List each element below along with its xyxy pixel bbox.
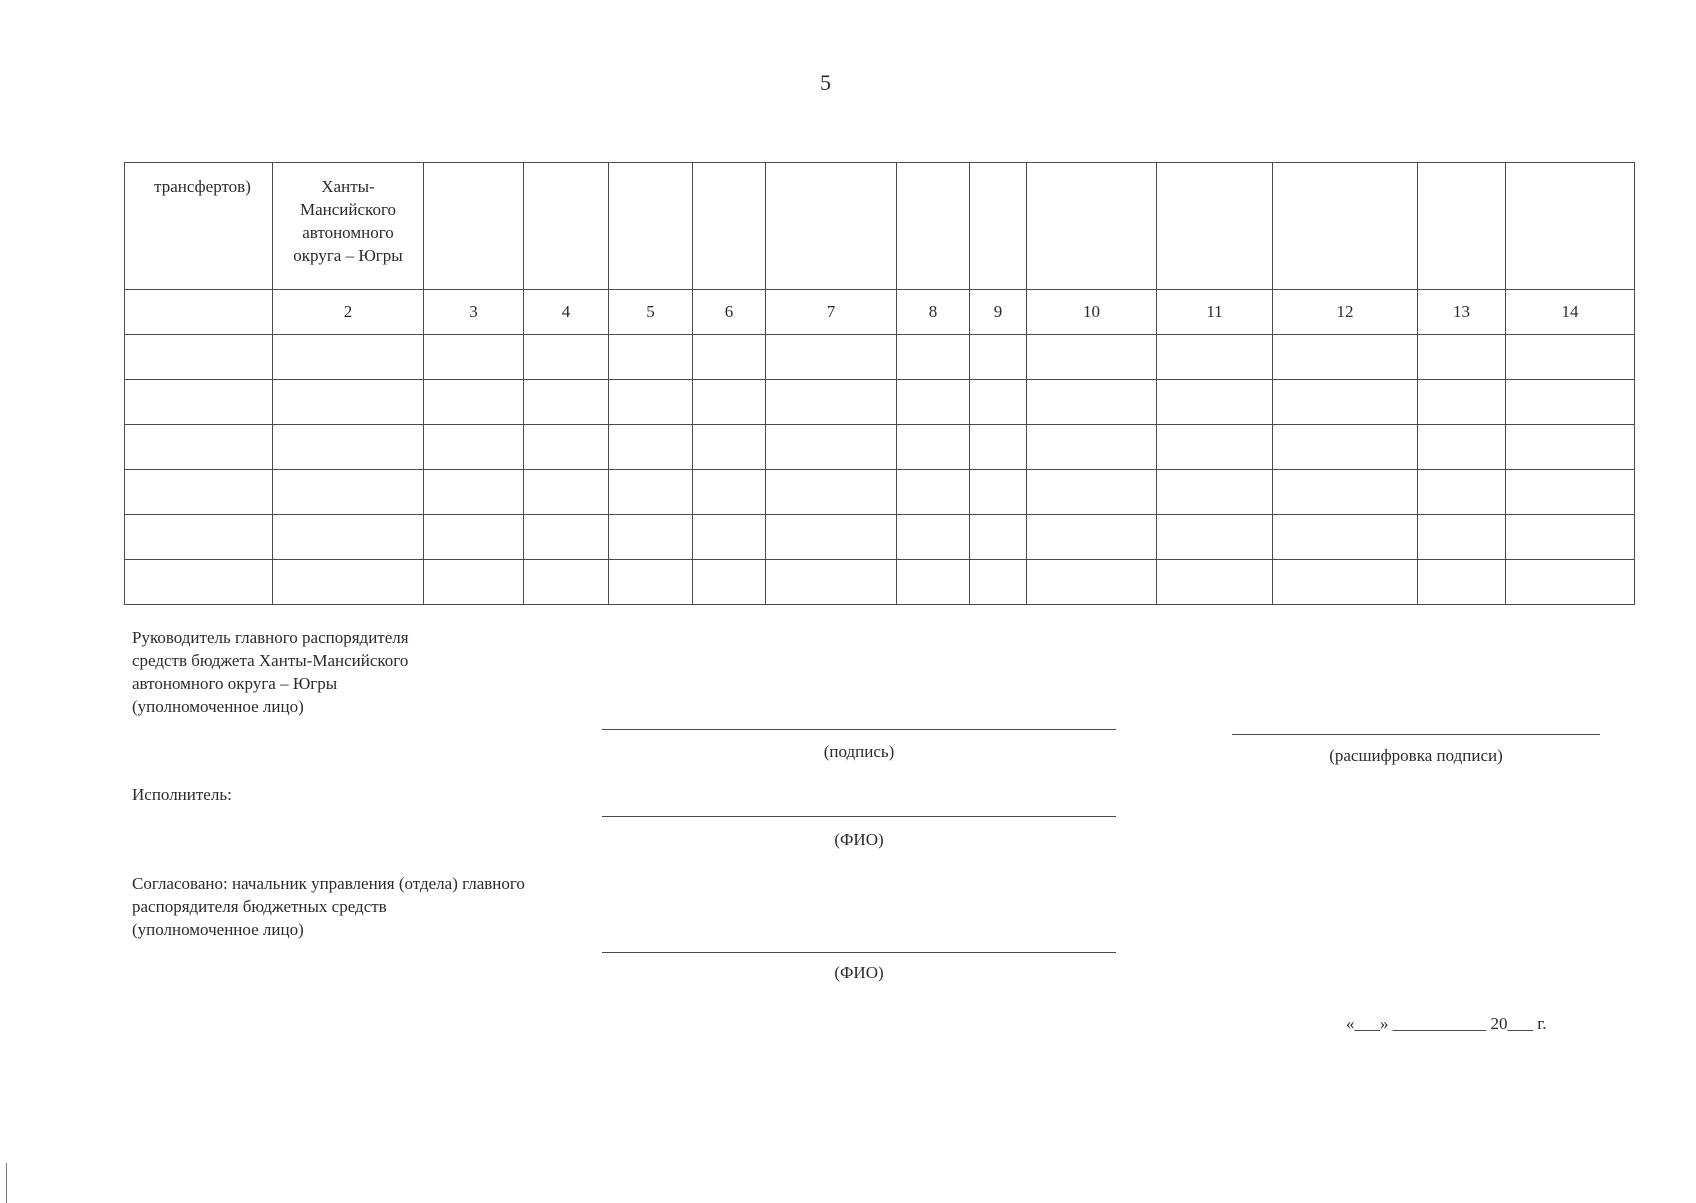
table-cell	[424, 380, 524, 425]
table-cell	[524, 560, 609, 605]
table-cell	[524, 335, 609, 380]
table-cell	[897, 515, 970, 560]
table-cell	[1157, 515, 1273, 560]
table-cell	[1027, 560, 1157, 605]
signature-decoding-caption: (расшифровка подписи)	[1329, 746, 1503, 765]
column-number-cell: 10	[1027, 290, 1157, 335]
column-number-cell: 5	[609, 290, 693, 335]
table-cell	[766, 335, 897, 380]
table-row	[125, 560, 1635, 605]
scan-edge-mark	[6, 1163, 7, 1203]
table-cell	[524, 425, 609, 470]
table-cell	[1027, 515, 1157, 560]
table-cell	[1506, 560, 1635, 605]
table-cell	[1506, 515, 1635, 560]
table-cell	[609, 560, 693, 605]
column-number-cell: 8	[897, 290, 970, 335]
table-cell	[125, 515, 273, 560]
table-cell	[1506, 425, 1635, 470]
table-row	[125, 335, 1635, 380]
table-cell	[1273, 380, 1418, 425]
table-cell	[524, 380, 609, 425]
table-cell	[424, 515, 524, 560]
table-cell	[125, 380, 273, 425]
table-cell	[125, 425, 273, 470]
table-cell	[609, 515, 693, 560]
table-cell	[524, 515, 609, 560]
table-cell	[125, 560, 273, 605]
table-cell	[693, 380, 766, 425]
table-cell	[424, 425, 524, 470]
header-cell: Ханты- Мансийского автономного округа – Югры	[273, 163, 424, 290]
table-cell	[609, 335, 693, 380]
table-cell	[125, 470, 273, 515]
table-cell	[897, 380, 970, 425]
header-cell	[693, 163, 766, 290]
table-cell	[693, 335, 766, 380]
table-cell	[1418, 335, 1506, 380]
table-cell	[1273, 470, 1418, 515]
table-cell	[897, 335, 970, 380]
table-row	[125, 380, 1635, 425]
table-cell	[693, 515, 766, 560]
header-cell	[766, 163, 897, 290]
executor-label: Исполнитель:	[132, 785, 232, 804]
signature-caption: (подпись)	[823, 742, 895, 761]
signature-line	[602, 729, 1116, 730]
header-cell	[1506, 163, 1635, 290]
header-cell	[1418, 163, 1506, 290]
table-cell	[1027, 380, 1157, 425]
table-header-row	[125, 163, 1635, 290]
table-cell	[609, 470, 693, 515]
date-line: «___» ___________ 20___ г.	[1346, 1014, 1547, 1033]
header-cell	[1273, 163, 1418, 290]
header-cell	[1157, 163, 1273, 290]
table-cell	[897, 425, 970, 470]
table-cell	[1157, 560, 1273, 605]
table-cell	[1157, 425, 1273, 470]
page-number: 5	[820, 70, 831, 95]
table-cell	[766, 470, 897, 515]
table-cell	[609, 425, 693, 470]
table-cell	[273, 425, 424, 470]
table-cell	[1027, 425, 1157, 470]
executor-name-caption: (ФИО)	[834, 830, 884, 849]
table-cell	[970, 335, 1027, 380]
table-cell	[766, 515, 897, 560]
table-cell	[1157, 335, 1273, 380]
table-cell	[970, 515, 1027, 560]
table-cell	[1273, 425, 1418, 470]
table-cell	[1273, 335, 1418, 380]
table-cell	[1506, 335, 1635, 380]
table-cell	[424, 560, 524, 605]
head-signatory-label: Руководитель главного распорядителя средств бюджета Ханты-Мансийского автономного округа – Югры (уполномоченное лицо)	[132, 628, 409, 716]
table-row	[125, 470, 1635, 515]
report-table	[124, 162, 1635, 605]
table-cell	[1418, 380, 1506, 425]
header-cell	[897, 163, 970, 290]
table-cell	[766, 425, 897, 470]
column-number-cell: 9	[970, 290, 1027, 335]
table-cell	[693, 425, 766, 470]
table-cell	[693, 560, 766, 605]
column-number-cell: 13	[1418, 290, 1506, 335]
column-number-cell: 7	[766, 290, 897, 335]
table-cell	[1506, 380, 1635, 425]
header-cell	[424, 163, 524, 290]
header-cell	[1027, 163, 1157, 290]
table-cell	[970, 470, 1027, 515]
table-cell	[1027, 335, 1157, 380]
column-number-cell: 11	[1157, 290, 1273, 335]
table-cell	[1273, 515, 1418, 560]
table-cell	[1418, 470, 1506, 515]
column-number-cell: 3	[424, 290, 524, 335]
table-cell	[1027, 470, 1157, 515]
table-cell	[424, 470, 524, 515]
header-cell	[524, 163, 609, 290]
agreed-name-caption: (ФИО)	[834, 963, 884, 982]
column-number-cell: 12	[1273, 290, 1418, 335]
table-cell	[1157, 470, 1273, 515]
column-number-row	[125, 290, 1635, 335]
column-number-cell: 2	[273, 290, 424, 335]
column-number-cell	[125, 290, 273, 335]
table-cell	[970, 560, 1027, 605]
table-cell	[766, 380, 897, 425]
table-row	[125, 515, 1635, 560]
table-cell	[1506, 470, 1635, 515]
table-cell	[970, 425, 1027, 470]
table-row	[125, 425, 1635, 470]
table-cell	[1418, 425, 1506, 470]
header-cell	[609, 163, 693, 290]
table-cell	[693, 470, 766, 515]
column-number-cell: 6	[693, 290, 766, 335]
table-cell	[273, 470, 424, 515]
table-cell	[970, 380, 1027, 425]
table-cell	[1418, 515, 1506, 560]
table-cell	[424, 335, 524, 380]
agreed-name-line	[602, 952, 1116, 953]
table-cell	[897, 560, 970, 605]
table-cell	[1157, 380, 1273, 425]
table-cell	[609, 380, 693, 425]
table-cell	[524, 470, 609, 515]
table-cell	[273, 335, 424, 380]
signature-decoding-line	[1232, 734, 1600, 735]
table-cell	[273, 515, 424, 560]
column-number-cell: 4	[524, 290, 609, 335]
table-cell	[273, 560, 424, 605]
table-cell	[1418, 560, 1506, 605]
table-cell	[766, 560, 897, 605]
executor-name-line	[602, 816, 1116, 817]
table-cell	[1273, 560, 1418, 605]
agreed-label: Согласовано: начальник управления (отдела) главного распорядителя бюджетных средств (уполномоченное лицо)	[132, 874, 525, 939]
table-cell	[125, 335, 273, 380]
header-cell	[970, 163, 1027, 290]
table-cell	[897, 470, 970, 515]
table-cell	[273, 380, 424, 425]
column-number-cell: 14	[1506, 290, 1635, 335]
header-cell: трансфертов)	[125, 163, 273, 290]
